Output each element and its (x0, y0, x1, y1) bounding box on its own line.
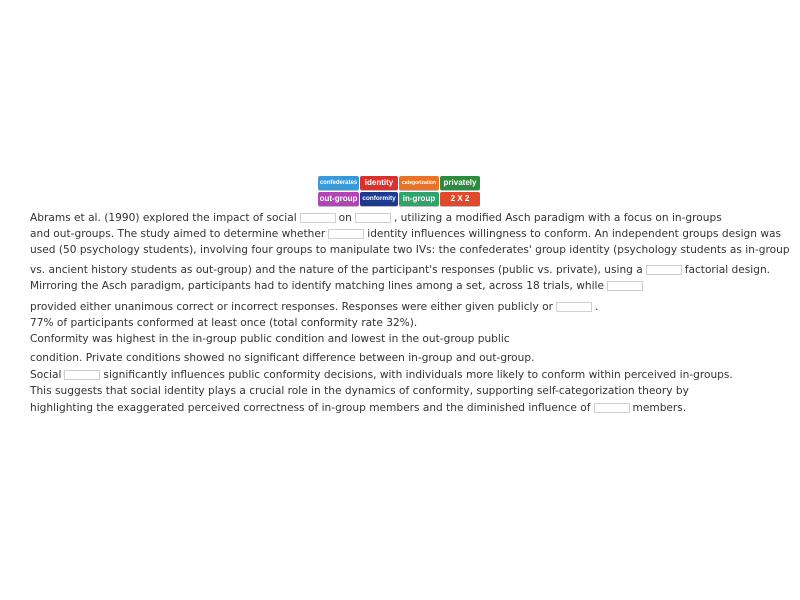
blank-2[interactable] (355, 213, 391, 223)
tile-2x2[interactable]: 2 X 2 (440, 192, 480, 206)
tile-categorization[interactable]: categorization (399, 176, 439, 190)
passage-line-1: Abrams et al. (1990) explored the impact of social on , utilizing a modified Asch paradigm with a focus on in-groups (30, 212, 722, 224)
passage-line-2: and out-groups. The study aimed to determine whether identity influences willingness to conform. An independent groups design was (30, 228, 782, 240)
passage-line-5: Mirroring the Asch paradigm, participants had to identify matching lines among a set, across 18 trials, while (30, 279, 646, 293)
blank-1[interactable] (300, 213, 336, 223)
blank-3[interactable] (328, 229, 364, 239)
passage-line-9: condition. Private conditions showed no significant difference between in-group and out-group. (30, 352, 535, 364)
passage-line-3: used (50 psychology students), involving four groups to manipulate two IVs: the confederates' group identity (psychology students as in-group (30, 244, 790, 256)
tile-identity[interactable]: identity (360, 176, 398, 190)
blank-6[interactable] (556, 302, 592, 312)
passage-line-12: highlighting the exaggerated perceived correctness of in-group members and the diminished influence of members. (30, 402, 687, 414)
tile-conformity[interactable]: conformity (360, 192, 398, 206)
blank-7[interactable] (64, 370, 100, 380)
tile-in-group[interactable]: in-group (399, 192, 439, 206)
passage-line-4: vs. ancient history students as out-group) and the nature of the participant's responses (public vs. private), using a factorial design. (30, 264, 771, 276)
passage-line-10: Social significantly influences public conformity decisions, with individuals more likely to conform within perceived in-groups. (30, 369, 733, 381)
passage-line-11: This suggests that social identity plays a crucial role in the dynamics of conformity, supporting self-categorization theory by (30, 385, 689, 397)
blank-4[interactable] (646, 265, 682, 275)
passage-line-7: 77% of participants conformed at least once (total conformity rate 32%). (30, 317, 418, 329)
passage-line-8: Conformity was highest in the in-group public condition and lowest in the out-group public (30, 333, 510, 345)
passage-line-6: provided either unanimous correct or incorrect responses. Responses were either given publicly or . (30, 301, 599, 313)
blank-8[interactable] (594, 403, 630, 413)
tile-privately[interactable]: privately (440, 176, 480, 190)
tile-confederates[interactable]: confederates (318, 176, 359, 190)
blank-5[interactable] (607, 281, 643, 291)
tile-out-group[interactable]: out-group (318, 192, 359, 206)
